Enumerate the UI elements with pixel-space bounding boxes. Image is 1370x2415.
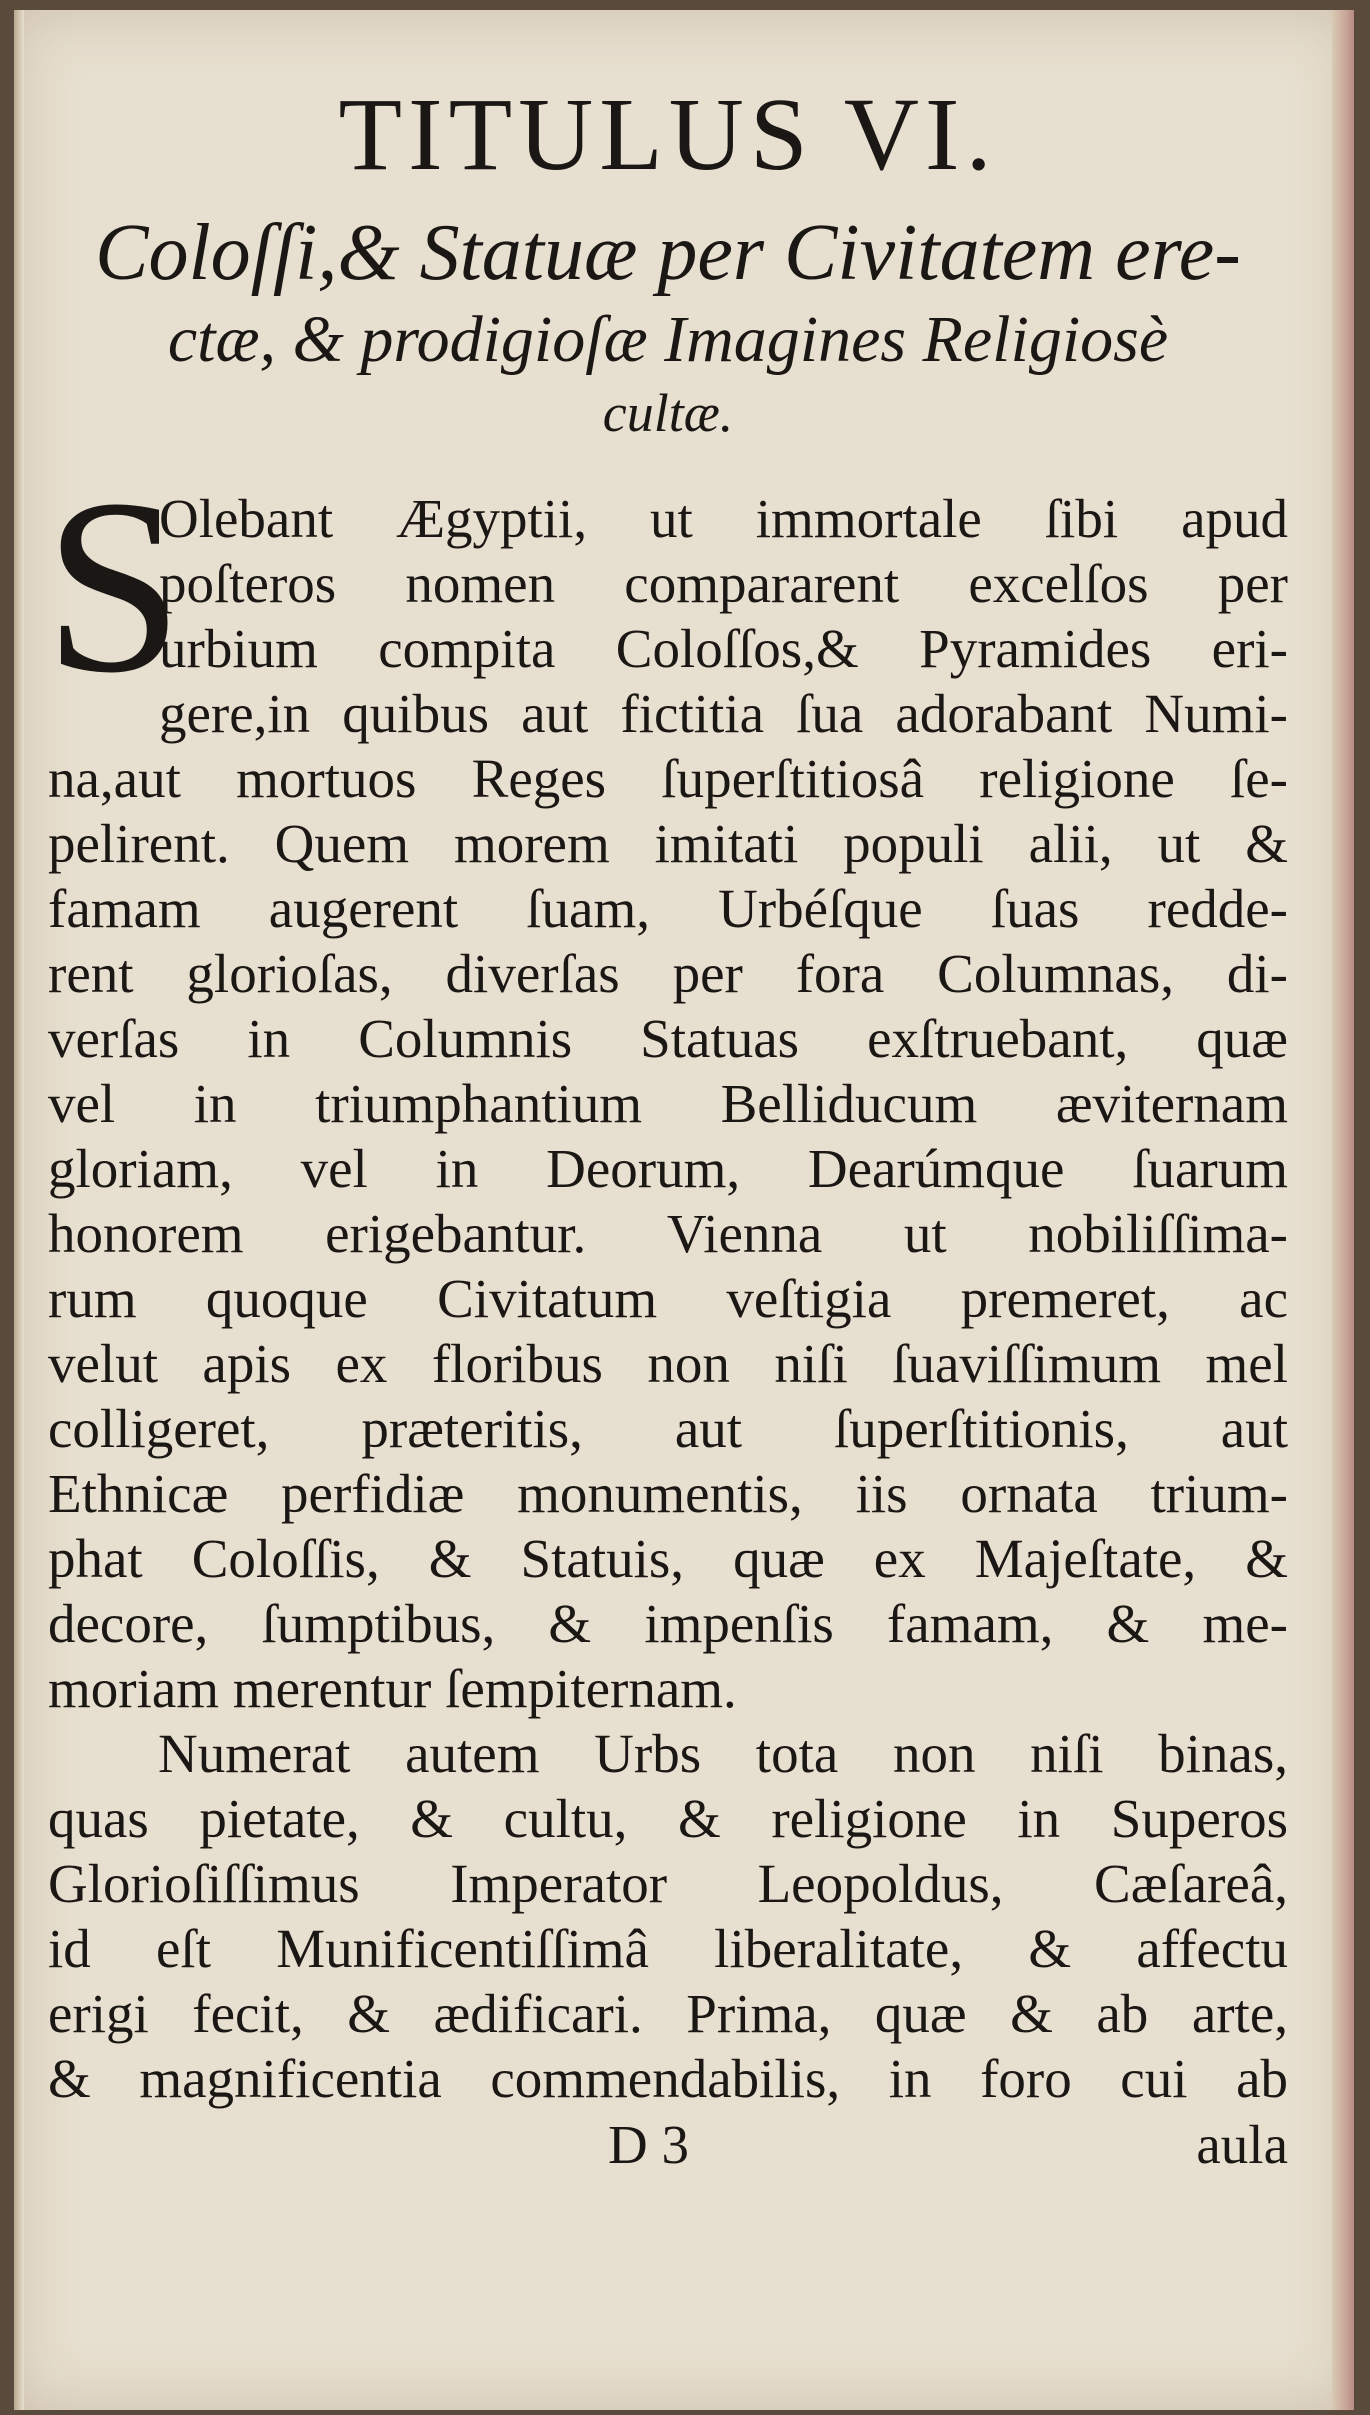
drop-cap: S bbox=[44, 448, 184, 725]
text-line: colligeret, præteritis, aut ſuperſtitionis, aut bbox=[48, 1398, 1288, 1459]
page-title: TITULUS VI. bbox=[338, 77, 998, 192]
text-line: Numerat autem Urbs tota non niſi binas, bbox=[158, 1723, 1288, 1784]
text-line: Glorioſiſſimus Imperator Leopoldus, Cæſareâ, bbox=[48, 1853, 1288, 1914]
text-line: na,aut mortuos Reges ſuperſtitiosâ religione ſe- bbox=[48, 748, 1288, 809]
subtitle-line-2: ctæ, & prodigioſæ Imagines Religiosè bbox=[167, 303, 1169, 376]
text-line: decore, ſumptibus, & impenſis famam, & me- bbox=[48, 1593, 1288, 1654]
text-line: moriam merentur ſempiternam. bbox=[48, 1658, 737, 1719]
subtitle-line-1: Coloſſi,& Statuæ per Civitatem ere- bbox=[95, 209, 1241, 297]
text-line: quas pietate, & cultu, & religione in Superos bbox=[48, 1788, 1288, 1849]
text-line: rum quoque Civitatum veſtigia premeret, ac bbox=[48, 1268, 1288, 1329]
subtitle-line-3: cultæ. bbox=[602, 383, 734, 443]
text-line: Olebant Ægyptii, ut immortale ſibi apud bbox=[159, 488, 1288, 549]
page-gutter-shadow bbox=[14, 10, 24, 2410]
paragraph-2 bbox=[48, 1721, 1288, 2111]
page-footer bbox=[48, 2113, 1288, 2183]
text-line: phat Coloſſis, & Statuis, quæ ex Majeſtate, & bbox=[48, 1528, 1288, 1589]
text-line: erigi fecit, & ædificari. Prima, quæ & ab arte, bbox=[48, 1983, 1288, 2044]
book-page bbox=[14, 10, 1354, 2410]
text-line: rent glorioſas, diverſas per fora Columnas, di- bbox=[48, 943, 1288, 1004]
text-line: gere,in quibus aut fictitia ſua adorabant Numi- bbox=[159, 683, 1288, 744]
page-text-block bbox=[44, 70, 1288, 2183]
text-line: famam augerent ſuam, Urbéſque ſuas redde- bbox=[48, 878, 1288, 939]
paragraph-1 bbox=[44, 448, 1288, 1721]
signature-mark: D 3 bbox=[608, 2114, 689, 2175]
text-line: & magnificentia commendabilis, in foro cui ab bbox=[48, 2048, 1288, 2109]
text-line: id eſt Munificentiſſimâ liberalitate, & affectu bbox=[48, 1918, 1288, 1979]
page-subtitle bbox=[48, 206, 1288, 446]
text-line: verſas in Columnis Statuas exſtruebant, quæ bbox=[48, 1008, 1288, 1069]
text-line: urbium compita Coloſſos,& Pyramides eri- bbox=[159, 618, 1288, 679]
text-line: gloriam, vel in Deorum, Dearúmque ſuarum bbox=[48, 1138, 1288, 1199]
text-line: honorem erigebantur. Vienna ut nobiliſſima- bbox=[48, 1203, 1288, 1264]
text-line: poſteros nomen compararent excelſos per bbox=[159, 553, 1288, 614]
catchword: aula bbox=[1196, 2114, 1288, 2175]
text-line: vel in triumphantium Belliducum æviternam bbox=[48, 1073, 1288, 1134]
page-edge bbox=[1332, 10, 1354, 2410]
text-line: Ethnicæ perfidiæ monumentis, iis ornata trium- bbox=[48, 1463, 1288, 1524]
text-line: velut apis ex floribus non niſi ſuaviſſimum mel bbox=[48, 1333, 1288, 1394]
text-line: pelirent. Quem morem imitati populi alii, ut & bbox=[48, 813, 1288, 874]
